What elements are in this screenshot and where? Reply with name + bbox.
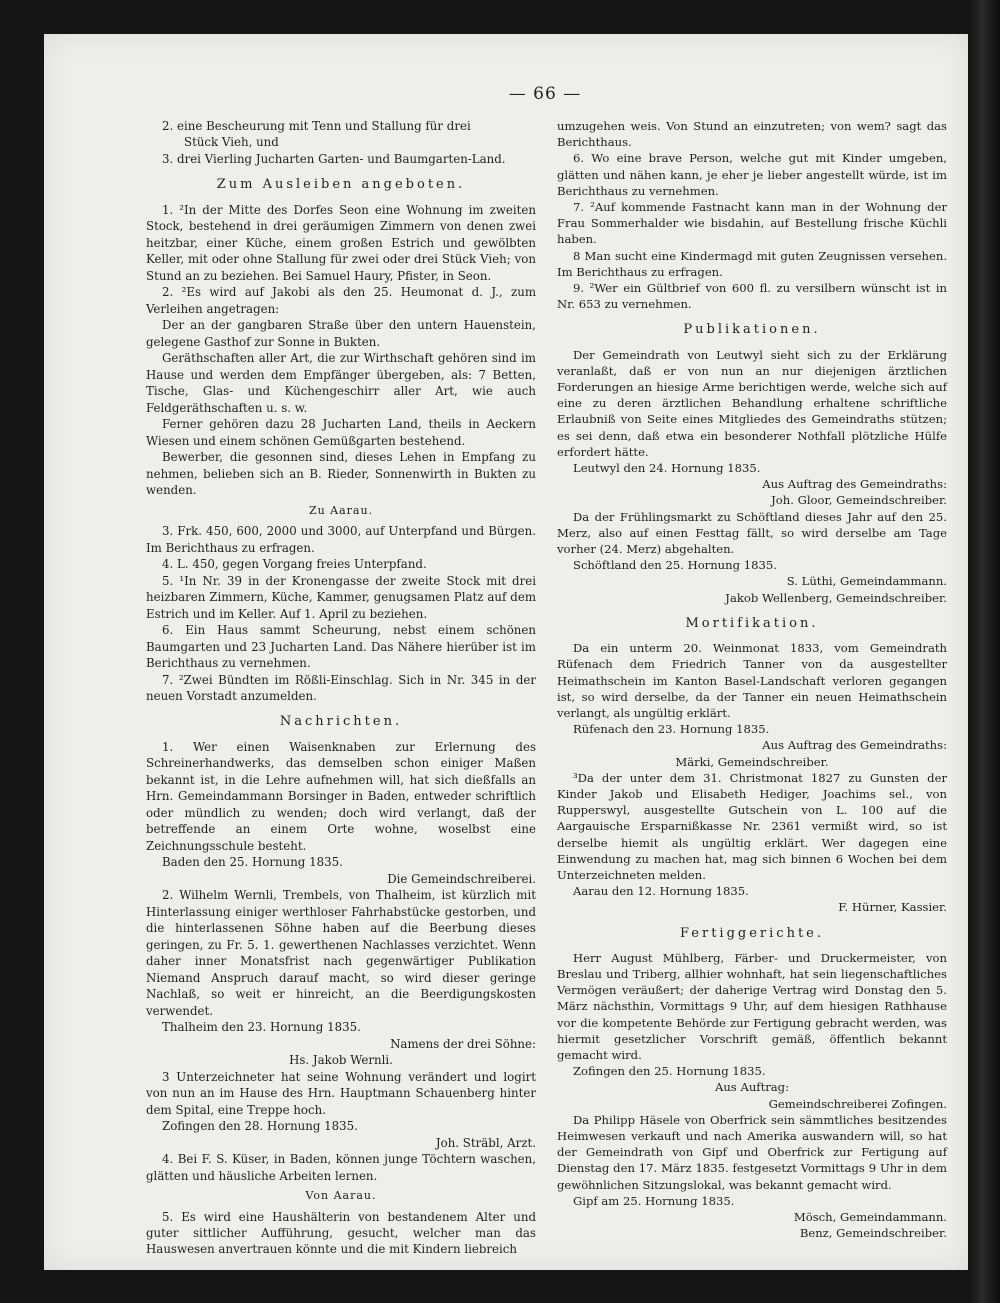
section-heading-nachrichten: Nachrichten. [279,714,403,730]
notice-paragraph: umzugehen weis. Von Stund an einzutreten; von wem? sagt das Berichthaus. [557,119,947,150]
place-date: Baden den 25. Hornung 1835. [162,855,343,870]
notice-paragraph: Da Philipp Häsele von Oberfrick sein sämmtliches besitzendes Heimwesen verkauft und nach Amerika auswandern will, so hat der Gemeindrath von Gipf und Oberfrick zur Fertigung auf Dienstag den 17. März 1835. festgesetzt Vormittags 9 Uhr in dem gewöhnlichen Sitzungslokal, was bekannt gemacht wird. [557,1112,947,1192]
place-date: Thalheim den 23. Hornung 1835. [162,1020,361,1035]
page-number: — 66 — [508,84,582,104]
place-date: Aarau den 12. Hornung 1835. [573,884,749,899]
signature: Hs. Jakob Wernli. [289,1053,393,1068]
place-date: Schöftland den 25. Hornung 1835. [573,558,777,573]
list-item: 3. drei Vierling Jucharten Garten- und Baumgarten-Land. [162,151,506,166]
notice-paragraph: Da ein unterm 20. Weinmonat 1833, vom Gemeindrath Rüfenach dem Friedrich Tanner von da ausgestellter Heimathschein im Kanton Basel-Landschaft verloren gegangen ist, so wird derselbe, da der Tanner ein neuen Heimathschein verlangt, als ungültig erklärt. [557,641,947,720]
page-binding-edge [970,0,1000,1303]
signature: Aus Auftrag des Gemeindraths: [762,738,947,753]
notice-paragraph: Geräthschaften aller Art, die zur Wirthschaft gehören sind im Hause und werden dem Empfänger übergeben, als: 7 Betten, Tische, Glas- und Küchengeschirr aller Art, wie auch Feldgeräthschaften u. s. w. [146,351,536,415]
signature: S. Lüthi, Gemeindammann. [786,574,947,589]
signature: Joh. Sträbl, Arzt. [435,1135,536,1150]
signature: Gemeindschreiberei Zofingen. [768,1096,947,1111]
notice-paragraph: Bewerber, die gesonnen sind, dieses Lehen in Empfang zu nehmen, belieben sich an B. Rieder, Sonnenwirth in Bukten zu wenden. [146,450,536,498]
notice-paragraph: 7. ²Auf kommende Fastnacht kann man in der Wohnung der Frau Sommerhalder wie bisdahin, auf Bestellung frische Küchli haben. [557,200,947,247]
signature: Namens der drei Söhne: [390,1036,536,1051]
signature: Benz, Gemeindschreiber. [799,1226,947,1241]
signature: Die Gemeindschreiberei. [387,871,536,886]
signature: Aus Auftrag: [714,1080,790,1095]
section-heading-publikationen: Publikationen. [683,322,821,338]
subheading-von-aarau: Von Aarau. [305,1189,377,1203]
section-heading-fertiggerichte: Fertiggerichte. [679,925,824,941]
notice-paragraph: 3. Frk. 450, 600, 2000 und 3000, auf Unterpfand und Bürgen. Im Berichthaus zu erfragen. [146,524,536,555]
notice-paragraph: 2. ²Es wird auf Jakobi als den 25. Heumonat d. J., zum Verleihen angetragen: [146,285,536,316]
left-column [146,118,536,1258]
notice-paragraph: 5. ¹In Nr. 39 in der Kronengasse der zweite Stock mit drei heizbaren Zimmern, Küche, Kammer, genugsamen Platz auf dem Estrich und im Keller. Auf 1. April zu beziehen. [146,573,536,621]
notice-paragraph: 4. L. 450, gegen Vorgang freies Unterpfand. [162,557,427,572]
notice-paragraph: Der an der gangbaren Straße über den untern Hauenstein, gelegene Gasthof zur Sonne in Bukten. [146,318,536,349]
list-item: 2. eine Bescheurung mit Tenn und Stallung für drei Stück Vieh, und [162,119,471,150]
notice-paragraph: Herr August Mühlberg, Färber- und Druckermeister, von Breslau und Triberg, allhier wohnhaft, hat sein liegenschaftliches Vermögen veräußert; der daherige Vertrag wird Donstag den 5. März nächsthin, Vormittags 9 Uhr, auf dem hiesigen Rathhause vor die kompetente Behörde zur Fertigung gebracht werden, was hiermit gesetzlicher Vorschrift gemäß, öffentlich bekannt gemacht wird. [557,950,947,1062]
notice-paragraph: 5. Es wird eine Haushälterin von bestandenem Alter und guter sittlicher Aufführung, gesucht, welcher man das Hauswesen anvertrauen könnte und die mit Kindern liebreich [146,1209,536,1257]
notice-paragraph: 1. ²In der Mitte des Dorfes Seon eine Wohnung im zweiten Stock, bestehend in drei geräumigen Zimmern von denen zwei heitzbar, einer Küche, einem großen Estrich und gewölbten Keller, mit oder ohne Stallung für zwei oder drei Stück Vieh; von Stund an zu beziehen. Bei Samuel Haury, Pfister, in Seon. [146,202,536,283]
right-column [557,118,947,1241]
notice-paragraph: 8 Man sucht eine Kindermagd mit guten Zeugnissen versehen. Im Berichthaus zu erfragen. [557,248,947,279]
notice-paragraph: ³Da der unter dem 31. Christmonat 1827 zu Gunsten der Kinder Jakob und Elisabeth Hediger, Joachims sel., von Rupperswyl, ausgestellte Gutschein von L. 100 auf die Aargauische Ersparnißkasse Nr. 2361 vermißt wird, so ist derselbe hiemit als ungültig erklärt. Wer dagegen eine Einwendung zu machen hat, mag sich binnen 6 Wochen bei dem Unterzeichneten melden. [557,770,947,882]
notice-paragraph: Der Gemeindrath von Leutwyl sieht sich zu der Erklärung veranlaßt, daß er von nun an nur diejenigen ärztlichen Forderungen an hiesige Arme berichtigen werde, welche sich auf eine zu deren ärztlichen Behandlung erhaltene schriftliche Erlaubniß von Seite eines Mitgliedes des Gemeindraths stützen; es sei denn, daß etwa ein besonderer Nothfall plötzliche Hülfe erfordert hätte. [557,347,947,459]
notice-paragraph: 3 Unterzeichneter hat seine Wohnung verändert und logirt von nun an im Hause des Hrn. Hauptmann Schauenberg hinter dem Spital, eine Treppe hoch. [146,1069,536,1117]
notice-paragraph: 4. Bei F. S. Küser, in Baden, können junge Töchtern waschen, glätten und häusliche Arbeiten lernen. [146,1152,536,1183]
signature: Mösch, Gemeindammann. [793,1210,947,1224]
notice-paragraph: 2. Wilhelm Wernli, Trembels, von Thalheim, ist kürzlich mit Hinterlassung einiger werthloser Fahrhabstücke gestorben, und die hinterlassenen Söhne haben auf die Beerbung dieses geringen, zu Fr. 5. 1. gewerthenen Nachlasses verzichtet. Wenn daher inner Monatsfrist nach gegenwärtiger Publikation Niemand Anspruch darauf macht, so wird dieser geringe Nachlaß, so weit er hinreicht, an die Beerdigungskosten verwendet. [146,888,536,1018]
notice-paragraph: Ferner gehören dazu 28 Jucharten Land, theils in Aeckern Wiesen und einem schönen Gemüßgarten bestehend. [146,417,536,448]
section-heading-mortifikation: Mortifikation. [685,615,819,631]
notice-paragraph: 6. Wo eine brave Person, welche gut mit Kinder umgeben, glätten und nähen kann, je eher je lieber angestellt würde, ist im Berichthaus zu vernehmen. [557,151,947,198]
place-date: Zofingen den 25. Hornung 1835. [573,1064,766,1079]
notice-paragraph: 7. ²Zwei Bündten im Rößli-Einschlag. Sich in Nr. 345 in der neuen Vorstadt anzumelden. [146,672,536,703]
signature: Aus Auftrag des Gemeindraths: [762,477,947,492]
section-heading-ausleiben: Zum Ausleiben angeboten. [216,177,466,193]
notice-paragraph: Da der Frühlingsmarkt zu Schöftland dieses Jahr auf den 25. Merz, also auf einen Festtag fällt, so wird derselbe am Tage vorher (24. Merz) abgehalten. [557,509,947,557]
signature: Joh. Gloor, Gemeindschreiber. [771,493,947,508]
place-date: Gipf am 25. Hornung 1835. [573,1193,735,1208]
notice-paragraph: 9. ²Wer ein Gültbrief von 600 fl. zu versilbern wünscht ist in Nr. 653 zu vernehmen. [557,281,947,312]
signature: Märki, Gemeindschreiber. [675,754,829,769]
place-date: Zofingen den 28. Hornung 1835. [162,1119,358,1134]
notice-paragraph: 1. Wer einen Waisenknaben zur Erlernung des Schreinerhandwerks, das demselben schon einiger Maßen bekannt ist, in die Lehre aufnehmen will, hat sich dießfalls an Hrn. Gemeindammann Borsinger in Baden, entweder schriftlich oder mündlich zu wenden; doch wird verlangt, daß der betreffende an einem Orte wohne, woselbst eine Zeichnungsschule besteht. [146,739,536,853]
notice-paragraph: 6. Ein Haus sammt Scheurung, nebst einem schönen Baumgarten und 23 Jucharten Land. Das Nähere hierüber ist im Berichthaus zu vernehmen. [146,623,536,671]
subheading-zu-aarau: Zu Aarau. [308,503,374,517]
signature: F. Hürner, Kassier. [838,900,947,915]
signature: Jakob Wellenberg, Gemeindschreiber. [725,590,947,605]
place-date: Rüfenach den 23. Hornung 1835. [573,722,770,737]
place-date: Leutwyl den 24. Hornung 1835. [573,461,761,476]
